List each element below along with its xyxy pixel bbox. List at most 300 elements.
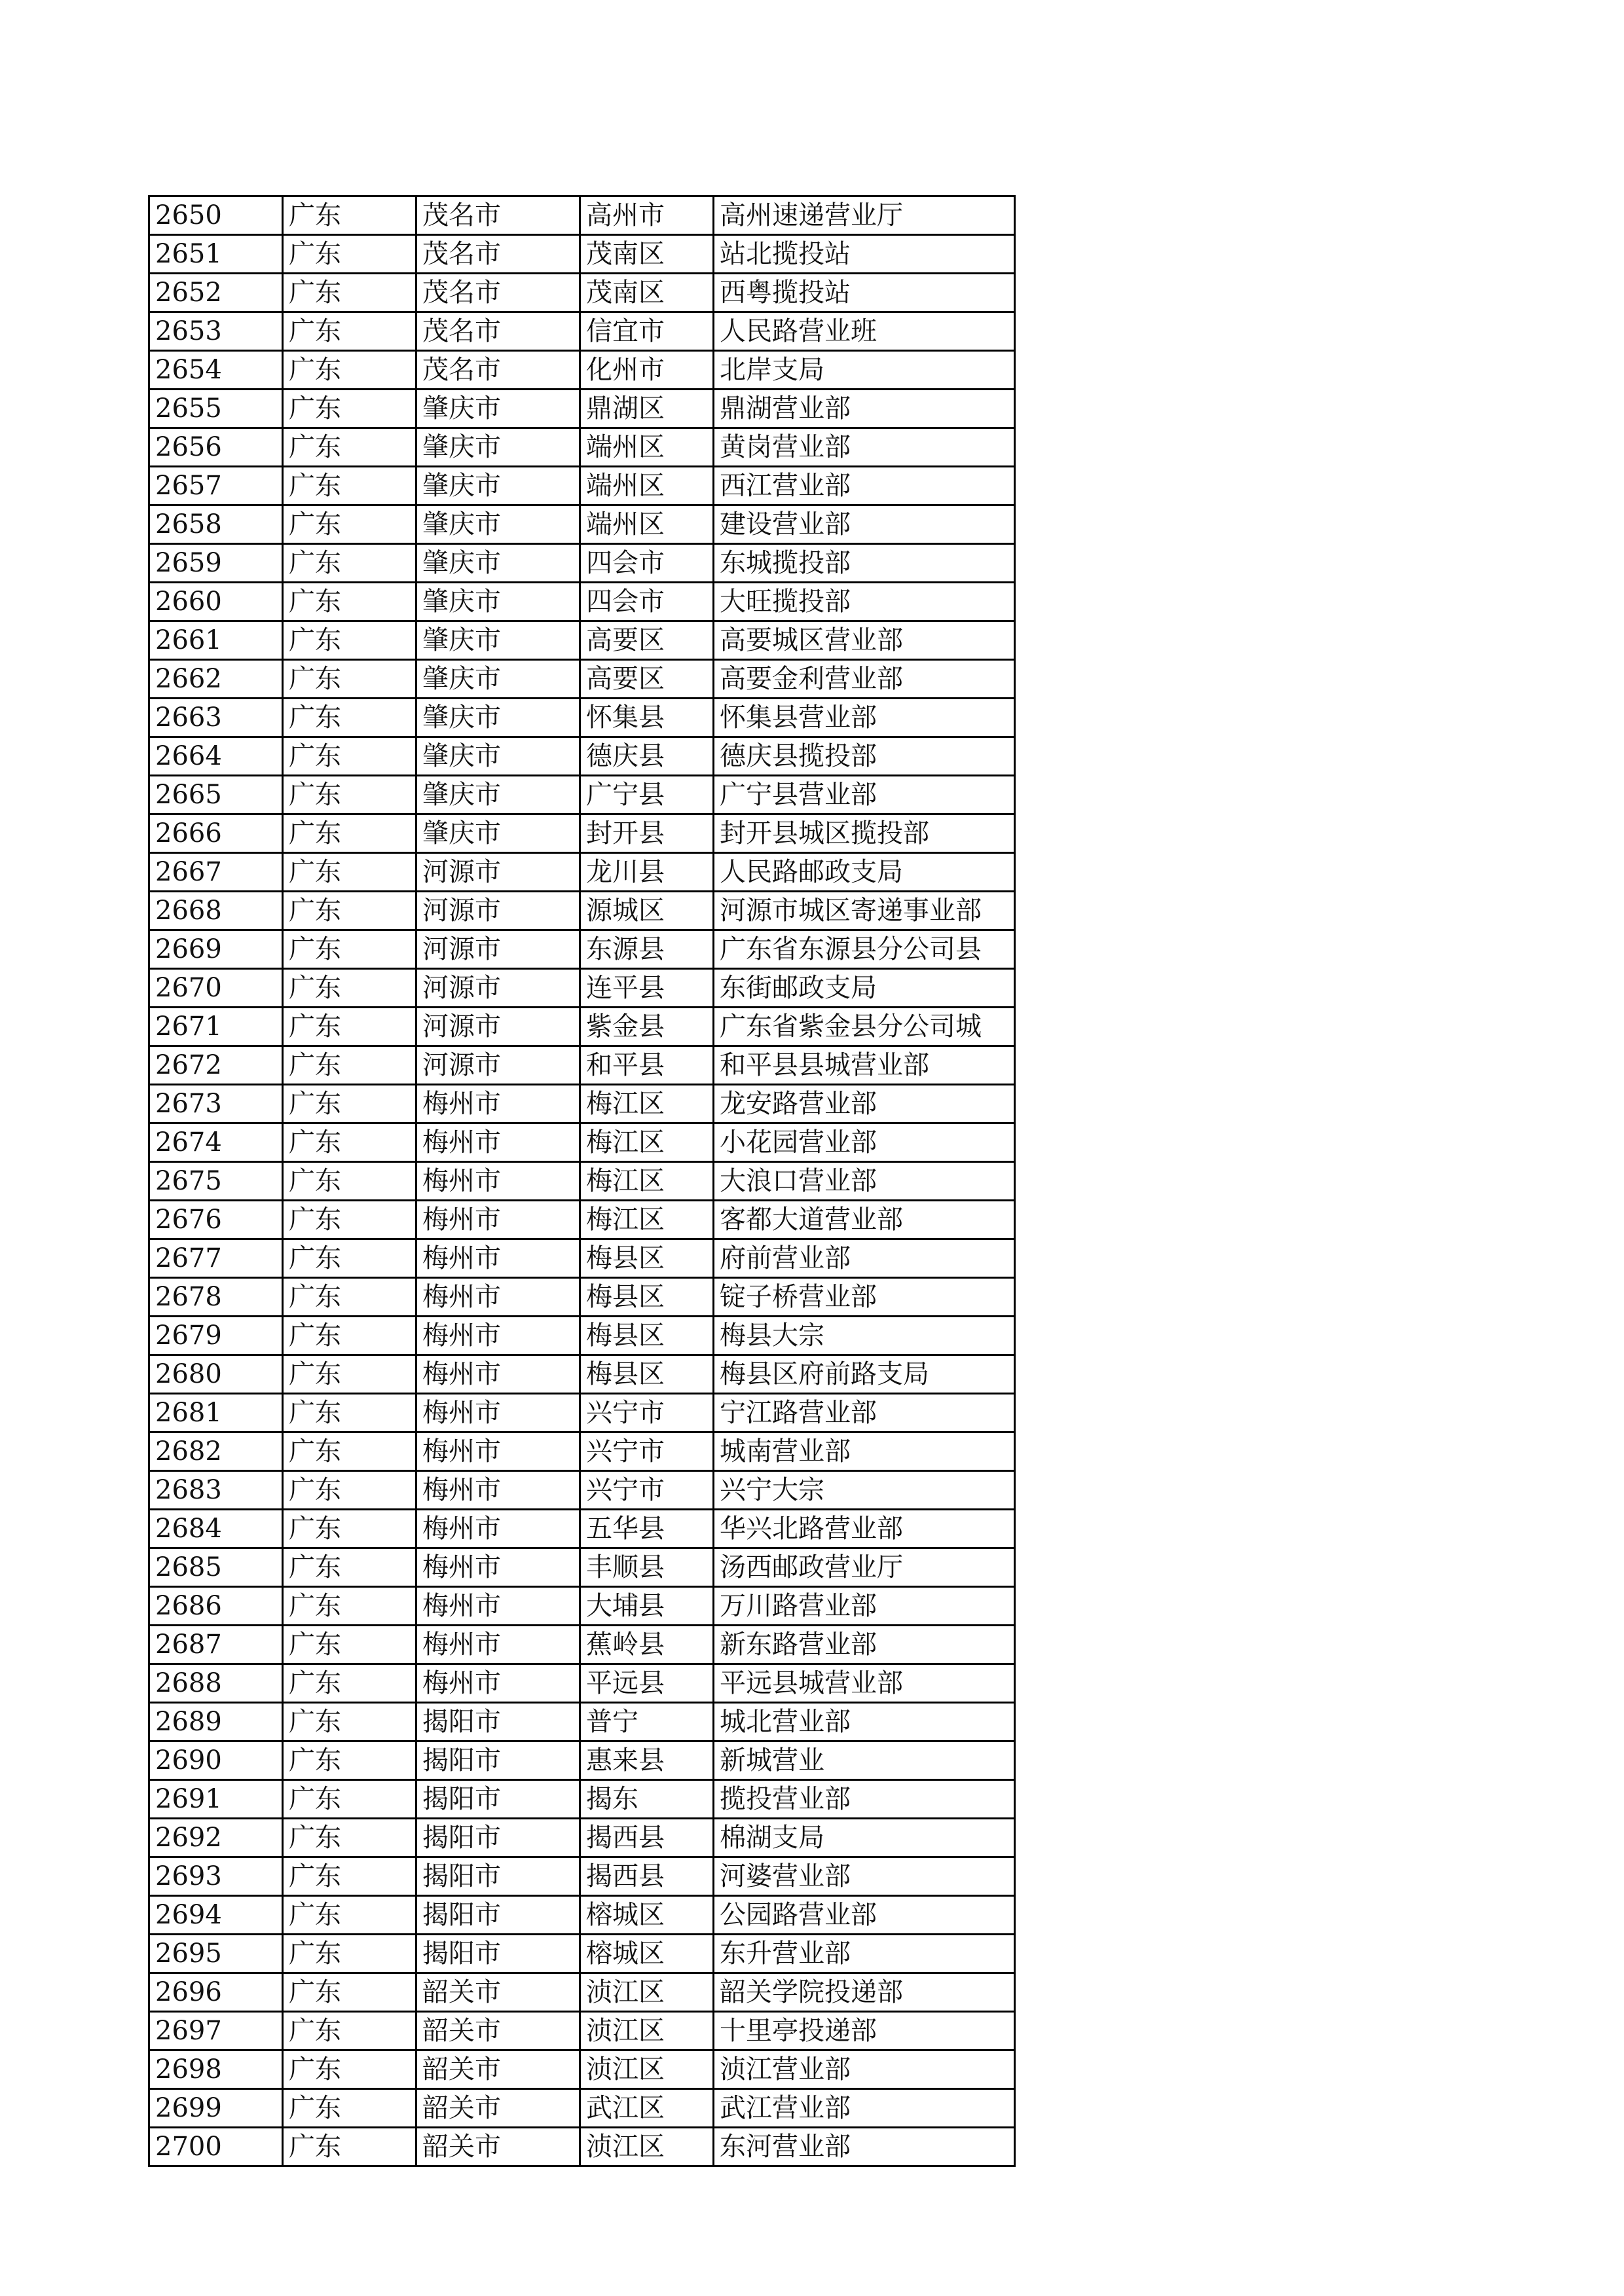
row-number-cell: 2650: [149, 196, 283, 235]
outlet-name-cell: 人民路邮政支局: [714, 853, 1015, 892]
outlet-name-cell: 站北揽投站: [714, 235, 1015, 274]
district-cell: 怀集县: [580, 699, 714, 737]
city-cell: 梅州市: [416, 1355, 580, 1394]
city-cell: 梅州市: [416, 1471, 580, 1510]
district-cell: 五华县: [580, 1510, 714, 1548]
outlet-name-cell: 建设营业部: [714, 505, 1015, 544]
row-number-cell: 2676: [149, 1201, 283, 1239]
outlet-name-cell: 大旺揽投部: [714, 583, 1015, 621]
city-cell: 揭阳市: [416, 1935, 580, 1973]
city-cell: 韶关市: [416, 2128, 580, 2166]
district-cell: 茂南区: [580, 274, 714, 312]
row-number-cell: 2667: [149, 853, 283, 892]
province-cell: 广东: [283, 1973, 416, 2012]
province-cell: 广东: [283, 1201, 416, 1239]
district-cell: 兴宁市: [580, 1394, 714, 1432]
outlet-name-cell: 城北营业部: [714, 1703, 1015, 1741]
table-row: [149, 1780, 1015, 1819]
table-row: [149, 2012, 1015, 2050]
row-number-cell: 2662: [149, 660, 283, 699]
outlet-name-cell: 万川路营业部: [714, 1587, 1015, 1626]
table-row: [149, 621, 1015, 660]
outlet-name-cell: 河源市城区寄递事业部: [714, 892, 1015, 930]
row-number-cell: 2664: [149, 737, 283, 776]
city-cell: 肇庆市: [416, 583, 580, 621]
province-cell: 广东: [283, 1510, 416, 1548]
province-cell: 广东: [283, 1587, 416, 1626]
city-cell: 肇庆市: [416, 814, 580, 853]
province-cell: 广东: [283, 1703, 416, 1741]
province-cell: 广东: [283, 1432, 416, 1471]
province-cell: 广东: [283, 737, 416, 776]
row-number-cell: 2656: [149, 428, 283, 467]
district-cell: 揭西县: [580, 1857, 714, 1896]
city-cell: 韶关市: [416, 2050, 580, 2089]
row-number-cell: 2653: [149, 312, 283, 351]
province-cell: 广东: [283, 467, 416, 505]
district-cell: 梅县区: [580, 1355, 714, 1394]
city-cell: 肇庆市: [416, 737, 580, 776]
outlet-table: [148, 195, 1016, 2167]
table-row: [149, 930, 1015, 969]
row-number-cell: 2699: [149, 2089, 283, 2128]
outlet-name-cell: 西粤揽投站: [714, 274, 1015, 312]
district-cell: 高要区: [580, 660, 714, 699]
row-number-cell: 2673: [149, 1085, 283, 1123]
province-cell: 广东: [283, 1741, 416, 1780]
table-row: [149, 969, 1015, 1008]
district-cell: 茂南区: [580, 235, 714, 274]
outlet-name-cell: 华兴北路营业部: [714, 1510, 1015, 1548]
table-row: [149, 351, 1015, 390]
table-row: [149, 1741, 1015, 1780]
row-number-cell: 2655: [149, 390, 283, 428]
district-cell: 高州市: [580, 196, 714, 235]
city-cell: 肇庆市: [416, 467, 580, 505]
province-cell: 广东: [283, 1008, 416, 1046]
row-number-cell: 2661: [149, 621, 283, 660]
table-row: [149, 1896, 1015, 1935]
city-cell: 河源市: [416, 853, 580, 892]
table-row: [149, 1239, 1015, 1278]
province-cell: 广东: [283, 1471, 416, 1510]
table-row: [149, 1935, 1015, 1973]
table-row: [149, 1510, 1015, 1548]
district-cell: 兴宁市: [580, 1471, 714, 1510]
table-row: [149, 2050, 1015, 2089]
outlet-table-body: [149, 196, 1015, 2166]
city-cell: 梅州市: [416, 1510, 580, 1548]
city-cell: 茂名市: [416, 312, 580, 351]
row-number-cell: 2669: [149, 930, 283, 969]
outlet-name-cell: 和平县县城营业部: [714, 1046, 1015, 1085]
table-row: [149, 853, 1015, 892]
district-cell: 广宁县: [580, 776, 714, 814]
province-cell: 广东: [283, 699, 416, 737]
district-cell: 鼎湖区: [580, 390, 714, 428]
city-cell: 韶关市: [416, 2012, 580, 2050]
province-cell: 广东: [283, 2012, 416, 2050]
row-number-cell: 2693: [149, 1857, 283, 1896]
city-cell: 揭阳市: [416, 1703, 580, 1741]
table-row: [149, 699, 1015, 737]
city-cell: 河源市: [416, 930, 580, 969]
province-cell: 广东: [283, 1317, 416, 1355]
table-row: [149, 1355, 1015, 1394]
table-row: [149, 1394, 1015, 1432]
city-cell: 梅州市: [416, 1123, 580, 1162]
table-row: [149, 1664, 1015, 1703]
province-cell: 广东: [283, 1896, 416, 1935]
table-row: [149, 312, 1015, 351]
district-cell: 信宜市: [580, 312, 714, 351]
province-cell: 广东: [283, 505, 416, 544]
city-cell: 肇庆市: [416, 699, 580, 737]
province-cell: 广东: [283, 1394, 416, 1432]
row-number-cell: 2700: [149, 2128, 283, 2166]
district-cell: 浈江区: [580, 2050, 714, 2089]
row-number-cell: 2663: [149, 699, 283, 737]
row-number-cell: 2691: [149, 1780, 283, 1819]
table-row: [149, 196, 1015, 235]
outlet-name-cell: 宁江路营业部: [714, 1394, 1015, 1432]
city-cell: 梅州市: [416, 1664, 580, 1703]
province-cell: 广东: [283, 312, 416, 351]
district-cell: 源城区: [580, 892, 714, 930]
city-cell: 茂名市: [416, 235, 580, 274]
district-cell: 四会市: [580, 544, 714, 583]
province-cell: 广东: [283, 814, 416, 853]
district-cell: 梅江区: [580, 1085, 714, 1123]
outlet-name-cell: 人民路营业班: [714, 312, 1015, 351]
outlet-name-cell: 东街邮政支局: [714, 969, 1015, 1008]
province-cell: 广东: [283, 1548, 416, 1587]
row-number-cell: 2675: [149, 1162, 283, 1201]
row-number-cell: 2658: [149, 505, 283, 544]
city-cell: 梅州市: [416, 1317, 580, 1355]
province-cell: 广东: [283, 1046, 416, 1085]
district-cell: 丰顺县: [580, 1548, 714, 1587]
district-cell: 端州区: [580, 428, 714, 467]
district-cell: 梅江区: [580, 1162, 714, 1201]
city-cell: 河源市: [416, 1008, 580, 1046]
outlet-name-cell: 梅县区府前路支局: [714, 1355, 1015, 1394]
district-cell: 四会市: [580, 583, 714, 621]
district-cell: 梅江区: [580, 1201, 714, 1239]
district-cell: 梅县区: [580, 1317, 714, 1355]
city-cell: 揭阳市: [416, 1857, 580, 1896]
city-cell: 肇庆市: [416, 544, 580, 583]
outlet-name-cell: 府前营业部: [714, 1239, 1015, 1278]
table-row: [149, 892, 1015, 930]
row-number-cell: 2686: [149, 1587, 283, 1626]
table-row: [149, 1432, 1015, 1471]
table-row: [149, 660, 1015, 699]
city-cell: 肇庆市: [416, 505, 580, 544]
province-cell: 广东: [283, 351, 416, 390]
city-cell: 梅州市: [416, 1548, 580, 1587]
row-number-cell: 2654: [149, 351, 283, 390]
district-cell: 端州区: [580, 505, 714, 544]
city-cell: 揭阳市: [416, 1896, 580, 1935]
outlet-name-cell: 十里亭投递部: [714, 2012, 1015, 2050]
province-cell: 广东: [283, 621, 416, 660]
table-row: [149, 1046, 1015, 1085]
outlet-name-cell: 棉湖支局: [714, 1819, 1015, 1857]
row-number-cell: 2659: [149, 544, 283, 583]
city-cell: 河源市: [416, 892, 580, 930]
city-cell: 揭阳市: [416, 1741, 580, 1780]
table-row: [149, 1703, 1015, 1741]
city-cell: 河源市: [416, 969, 580, 1008]
city-cell: 揭阳市: [416, 1780, 580, 1819]
table-row: [149, 428, 1015, 467]
table-row: [149, 274, 1015, 312]
table-row: [149, 1819, 1015, 1857]
province-cell: 广东: [283, 1780, 416, 1819]
outlet-name-cell: 封开县城区揽投部: [714, 814, 1015, 853]
row-number-cell: 2683: [149, 1471, 283, 1510]
district-cell: 普宁: [580, 1703, 714, 1741]
city-cell: 梅州市: [416, 1239, 580, 1278]
outlet-name-cell: 浈江营业部: [714, 2050, 1015, 2089]
province-cell: 广东: [283, 274, 416, 312]
table-row: [149, 1973, 1015, 2012]
row-number-cell: 2657: [149, 467, 283, 505]
outlet-name-cell: 客都大道营业部: [714, 1201, 1015, 1239]
province-cell: 广东: [283, 776, 416, 814]
district-cell: 紫金县: [580, 1008, 714, 1046]
province-cell: 广东: [283, 1355, 416, 1394]
city-cell: 梅州市: [416, 1394, 580, 1432]
province-cell: 广东: [283, 544, 416, 583]
district-cell: 德庆县: [580, 737, 714, 776]
city-cell: 韶关市: [416, 1973, 580, 2012]
table-row: [149, 776, 1015, 814]
city-cell: 梅州市: [416, 1587, 580, 1626]
table-row: [149, 505, 1015, 544]
outlet-name-cell: 兴宁大宗: [714, 1471, 1015, 1510]
district-cell: 高要区: [580, 621, 714, 660]
province-cell: 广东: [283, 235, 416, 274]
outlet-name-cell: 新城营业: [714, 1741, 1015, 1780]
province-cell: 广东: [283, 1239, 416, 1278]
row-number-cell: 2695: [149, 1935, 283, 1973]
table-row: [149, 1626, 1015, 1664]
city-cell: 梅州市: [416, 1278, 580, 1317]
city-cell: 韶关市: [416, 2089, 580, 2128]
outlet-name-cell: 东升营业部: [714, 1935, 1015, 1973]
province-cell: 广东: [283, 660, 416, 699]
outlet-name-cell: 小花园营业部: [714, 1123, 1015, 1162]
row-number-cell: 2665: [149, 776, 283, 814]
table-row: [149, 1317, 1015, 1355]
row-number-cell: 2652: [149, 274, 283, 312]
table-row: [149, 1162, 1015, 1201]
row-number-cell: 2672: [149, 1046, 283, 1085]
row-number-cell: 2685: [149, 1548, 283, 1587]
district-cell: 揭西县: [580, 1819, 714, 1857]
outlet-name-cell: 揽投营业部: [714, 1780, 1015, 1819]
province-cell: 广东: [283, 853, 416, 892]
row-number-cell: 2682: [149, 1432, 283, 1471]
province-cell: 广东: [283, 1935, 416, 1973]
province-cell: 广东: [283, 1857, 416, 1896]
row-number-cell: 2670: [149, 969, 283, 1008]
outlet-name-cell: 怀集县营业部: [714, 699, 1015, 737]
row-number-cell: 2679: [149, 1317, 283, 1355]
table-row: [149, 1857, 1015, 1896]
row-number-cell: 2697: [149, 2012, 283, 2050]
row-number-cell: 2678: [149, 1278, 283, 1317]
table-row: [149, 1548, 1015, 1587]
outlet-name-cell: 高州速递营业厅: [714, 196, 1015, 235]
outlet-name-cell: 广东省东源县分公司县: [714, 930, 1015, 969]
table-row: [149, 1201, 1015, 1239]
outlet-name-cell: 高要城区营业部: [714, 621, 1015, 660]
city-cell: 梅州市: [416, 1162, 580, 1201]
district-cell: 平远县: [580, 1664, 714, 1703]
province-cell: 广东: [283, 1123, 416, 1162]
province-cell: 广东: [283, 892, 416, 930]
district-cell: 连平县: [580, 969, 714, 1008]
row-number-cell: 2690: [149, 1741, 283, 1780]
outlet-name-cell: 广东省紫金县分公司城: [714, 1008, 1015, 1046]
district-cell: 梅县区: [580, 1239, 714, 1278]
outlet-name-cell: 北岸支局: [714, 351, 1015, 390]
outlet-name-cell: 龙安路营业部: [714, 1085, 1015, 1123]
district-cell: 兴宁市: [580, 1432, 714, 1471]
city-cell: 梅州市: [416, 1201, 580, 1239]
row-number-cell: 2692: [149, 1819, 283, 1857]
city-cell: 肇庆市: [416, 660, 580, 699]
province-cell: 广东: [283, 428, 416, 467]
city-cell: 茂名市: [416, 351, 580, 390]
district-cell: 大埔县: [580, 1587, 714, 1626]
city-cell: 茂名市: [416, 274, 580, 312]
province-cell: 广东: [283, 969, 416, 1008]
province-cell: 广东: [283, 2089, 416, 2128]
row-number-cell: 2698: [149, 2050, 283, 2089]
outlet-name-cell: 平远县城营业部: [714, 1664, 1015, 1703]
row-number-cell: 2681: [149, 1394, 283, 1432]
outlet-name-cell: 西江营业部: [714, 467, 1015, 505]
table-row: [149, 737, 1015, 776]
table-row: [149, 1085, 1015, 1123]
outlet-name-cell: 公园路营业部: [714, 1896, 1015, 1935]
row-number-cell: 2651: [149, 235, 283, 274]
outlet-name-cell: 武江营业部: [714, 2089, 1015, 2128]
province-cell: 广东: [283, 1278, 416, 1317]
row-number-cell: 2668: [149, 892, 283, 930]
province-cell: 广东: [283, 196, 416, 235]
outlet-name-cell: 城南营业部: [714, 1432, 1015, 1471]
outlet-name-cell: 东河营业部: [714, 2128, 1015, 2166]
outlet-name-cell: 汤西邮政营业厅: [714, 1548, 1015, 1587]
table-row: [149, 390, 1015, 428]
table-row: [149, 1278, 1015, 1317]
row-number-cell: 2674: [149, 1123, 283, 1162]
table-row: [149, 2089, 1015, 2128]
outlet-name-cell: 韶关学院投递部: [714, 1973, 1015, 2012]
outlet-name-cell: 锭子桥营业部: [714, 1278, 1015, 1317]
row-number-cell: 2694: [149, 1896, 283, 1935]
district-cell: 武江区: [580, 2089, 714, 2128]
city-cell: 河源市: [416, 1046, 580, 1085]
table-row: [149, 1123, 1015, 1162]
province-cell: 广东: [283, 930, 416, 969]
province-cell: 广东: [283, 2050, 416, 2089]
table-row: [149, 467, 1015, 505]
province-cell: 广东: [283, 390, 416, 428]
district-cell: 和平县: [580, 1046, 714, 1085]
outlet-name-cell: 梅县大宗: [714, 1317, 1015, 1355]
district-cell: 蕉岭县: [580, 1626, 714, 1664]
district-cell: 龙川县: [580, 853, 714, 892]
city-cell: 茂名市: [416, 196, 580, 235]
row-number-cell: 2680: [149, 1355, 283, 1394]
table-row: [149, 583, 1015, 621]
table-row: [149, 814, 1015, 853]
province-cell: 广东: [283, 1626, 416, 1664]
district-cell: 化州市: [580, 351, 714, 390]
outlet-name-cell: 高要金利营业部: [714, 660, 1015, 699]
table-row: [149, 1008, 1015, 1046]
row-number-cell: 2677: [149, 1239, 283, 1278]
district-cell: 榕城区: [580, 1935, 714, 1973]
city-cell: 肇庆市: [416, 390, 580, 428]
district-cell: 浈江区: [580, 1973, 714, 2012]
city-cell: 肇庆市: [416, 621, 580, 660]
district-cell: 揭东: [580, 1780, 714, 1819]
district-cell: 封开县: [580, 814, 714, 853]
district-cell: 东源县: [580, 930, 714, 969]
province-cell: 广东: [283, 1664, 416, 1703]
district-cell: 端州区: [580, 467, 714, 505]
table-row: [149, 544, 1015, 583]
district-cell: 梅江区: [580, 1123, 714, 1162]
row-number-cell: 2671: [149, 1008, 283, 1046]
row-number-cell: 2696: [149, 1973, 283, 2012]
outlet-name-cell: 黄岗营业部: [714, 428, 1015, 467]
row-number-cell: 2687: [149, 1626, 283, 1664]
city-cell: 梅州市: [416, 1626, 580, 1664]
row-number-cell: 2660: [149, 583, 283, 621]
district-cell: 惠来县: [580, 1741, 714, 1780]
province-cell: 广东: [283, 583, 416, 621]
table-row: [149, 1471, 1015, 1510]
outlet-name-cell: 新东路营业部: [714, 1626, 1015, 1664]
district-cell: 浈江区: [580, 2128, 714, 2166]
outlet-name-cell: 河婆营业部: [714, 1857, 1015, 1896]
province-cell: 广东: [283, 2128, 416, 2166]
outlet-name-cell: 大浪口营业部: [714, 1162, 1015, 1201]
outlet-name-cell: 广宁县营业部: [714, 776, 1015, 814]
outlet-name-cell: 德庆县揽投部: [714, 737, 1015, 776]
row-number-cell: 2688: [149, 1664, 283, 1703]
province-cell: 广东: [283, 1085, 416, 1123]
table-row: [149, 235, 1015, 274]
city-cell: 梅州市: [416, 1432, 580, 1471]
table-row: [149, 2128, 1015, 2166]
city-cell: 肇庆市: [416, 776, 580, 814]
city-cell: 梅州市: [416, 1085, 580, 1123]
outlet-name-cell: 东城揽投部: [714, 544, 1015, 583]
city-cell: 肇庆市: [416, 428, 580, 467]
table-row: [149, 1587, 1015, 1626]
district-cell: 榕城区: [580, 1896, 714, 1935]
row-number-cell: 2666: [149, 814, 283, 853]
